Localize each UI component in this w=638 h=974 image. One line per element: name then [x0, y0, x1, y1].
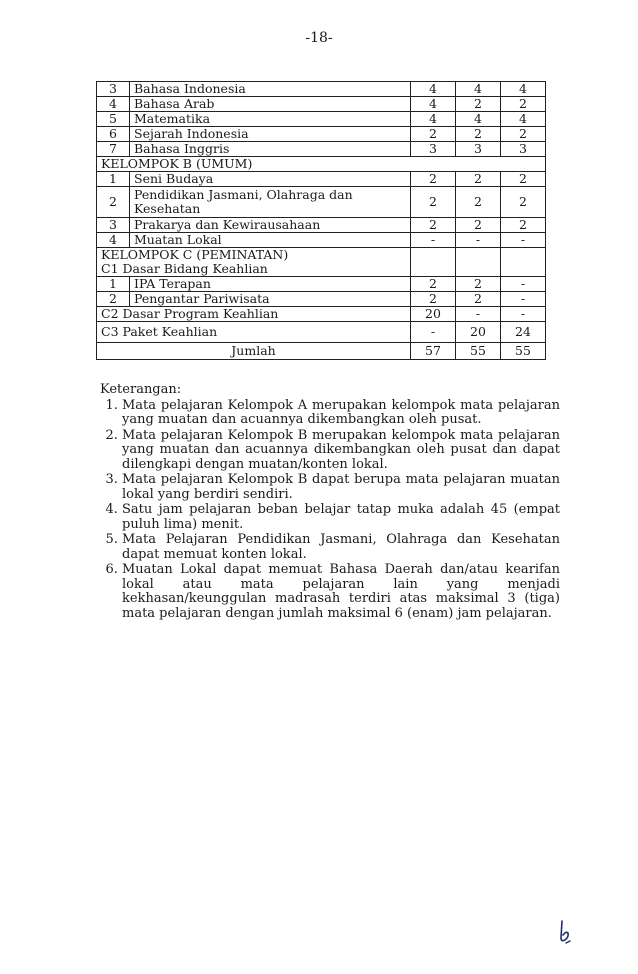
subject-name: Bahasa Arab: [130, 97, 411, 112]
c1-label: C1 Dasar Bidang Keahlian: [101, 261, 268, 276]
total-col-1: 57: [411, 343, 456, 360]
hours-col-1: 4: [411, 97, 456, 112]
table-row: [97, 233, 546, 248]
hours-col-1: 2: [411, 218, 456, 233]
row-number: 1: [97, 172, 130, 187]
hours-col-3: 3: [501, 142, 546, 157]
hours-col-1: 20: [411, 307, 456, 322]
group-b-label: KELOMPOK B (UMUM): [97, 157, 546, 172]
row-number: 6: [97, 127, 130, 142]
subject-name: Pendidikan Jasmani, Olahraga dan Kesehatan: [130, 187, 411, 218]
table-row: [97, 292, 546, 307]
hours-col-2: 2: [456, 127, 501, 142]
total-label: Jumlah: [97, 343, 411, 360]
hours-col-2: 4: [456, 112, 501, 127]
row-number: 2: [97, 187, 130, 218]
hours-col-1: 2: [411, 187, 456, 218]
row-number: 2: [97, 292, 130, 307]
notes-list: [100, 399, 560, 622]
table-row: [97, 322, 546, 343]
group-c-label: KELOMPOK C (PEMINATAN): [101, 247, 289, 262]
hours-col-1: 2: [411, 277, 456, 292]
hours-col-2: -: [456, 233, 501, 248]
hours-col-3: 4: [501, 82, 546, 97]
hours-col-2: 4: [456, 82, 501, 97]
empty-cell: [456, 248, 501, 277]
c2-label: C2 Dasar Program Keahlian: [97, 307, 411, 322]
subject-name: Pengantar Pariwisata: [130, 292, 411, 307]
empty-cell: [411, 248, 456, 277]
hours-col-3: 2: [501, 187, 546, 218]
list-item: 5. Mata Pelajaran Pendidikan Jasmani, Olahraga dan Kesehatan dapat memuat konten lokal.: [122, 533, 560, 562]
table-row: [97, 142, 546, 157]
table-row: [97, 277, 546, 292]
hours-col-3: 2: [501, 97, 546, 112]
hours-col-3: 2: [501, 172, 546, 187]
list-item: 6. Muatan Lokal dapat memuat Bahasa Daerah dan/atau kearifan lokal atau mata pelajaran lain yang menjadi kekhasan/keunggulan madrasah terdiri atas maksimal 3 (tiga) mata pelajaran dengan jumlah maksimal 6 (enam) jam pelajaran.: [122, 563, 560, 621]
subject-name: Bahasa Inggris: [130, 142, 411, 157]
subject-name: Muatan Lokal: [130, 233, 411, 248]
subject-name: IPA Terapan: [130, 277, 411, 292]
table-row: [97, 97, 546, 112]
total-col-3: 55: [501, 343, 546, 360]
hours-col-1: 4: [411, 112, 456, 127]
hours-col-1: -: [411, 322, 456, 343]
row-number: 5: [97, 112, 130, 127]
hours-col-3: 24: [501, 322, 546, 343]
table-row: [97, 307, 546, 322]
hours-col-3: 2: [501, 218, 546, 233]
row-number: 4: [97, 233, 130, 248]
hours-col-1: 2: [411, 292, 456, 307]
group-header-row: [97, 157, 546, 172]
hours-col-3: -: [501, 307, 546, 322]
hours-col-3: 2: [501, 127, 546, 142]
hours-col-3: -: [501, 292, 546, 307]
empty-cell: [501, 248, 546, 277]
hours-col-2: 2: [456, 218, 501, 233]
total-col-2: 55: [456, 343, 501, 360]
notes-section: [100, 383, 560, 622]
group-header-row: [97, 248, 546, 277]
table-row: [97, 112, 546, 127]
hours-col-2: -: [456, 307, 501, 322]
handwritten-initial-icon: [556, 918, 576, 948]
row-number: 3: [97, 82, 130, 97]
page-number: -18-: [305, 30, 333, 46]
total-row: [97, 343, 546, 360]
table-row: [97, 187, 546, 218]
group-c-header: [97, 248, 411, 277]
row-number: 7: [97, 142, 130, 157]
hours-col-1: -: [411, 233, 456, 248]
subject-name: Seni Budaya: [130, 172, 411, 187]
row-number: 3: [97, 218, 130, 233]
hours-col-2: 2: [456, 187, 501, 218]
list-item: 3. Mata pelajaran Kelompok B dapat berupa mata pelajaran muatan lokal yang berdiri sendiri.: [122, 473, 560, 502]
table-row: [97, 172, 546, 187]
subject-name: Matematika: [130, 112, 411, 127]
hours-col-2: 20: [456, 322, 501, 343]
list-item: 4. Satu jam pelajaran beban belajar tatap muka adalah 45 (empat puluh lima) menit.: [122, 503, 560, 532]
hours-col-3: -: [501, 277, 546, 292]
table-row: [97, 218, 546, 233]
hours-col-3: 4: [501, 112, 546, 127]
hours-col-2: 2: [456, 172, 501, 187]
hours-col-2: 2: [456, 277, 501, 292]
curriculum-table: [96, 81, 546, 360]
row-number: 1: [97, 277, 130, 292]
hours-col-2: 3: [456, 142, 501, 157]
subject-name: Prakarya dan Kewirausahaan: [130, 218, 411, 233]
hours-col-2: 2: [456, 292, 501, 307]
notes-title: Keterangan:: [100, 382, 182, 397]
hours-col-2: 2: [456, 97, 501, 112]
table-row: [97, 82, 546, 97]
hours-col-1: 3: [411, 142, 456, 157]
list-item: 1. Mata pelajaran Kelompok A merupakan kelompok mata pelajaran yang muatan dan acuannya dikembangkan oleh pusat.: [122, 399, 560, 428]
hours-col-1: 2: [411, 172, 456, 187]
hours-col-1: 4: [411, 82, 456, 97]
subject-name: Sejarah Indonesia: [130, 127, 411, 142]
list-item: 2. Mata pelajaran Kelompok B merupakan kelompok mata pelajaran yang muatan dan acuannya dikembangkan oleh pusat dan dapat dilengkapi dengan muatan/konten lokal.: [122, 429, 560, 473]
hours-col-1: 2: [411, 127, 456, 142]
c3-label: C3 Paket Keahlian: [97, 322, 411, 343]
row-number: 4: [97, 97, 130, 112]
hours-col-3: -: [501, 233, 546, 248]
table-row: [97, 127, 546, 142]
subject-name: Bahasa Indonesia: [130, 82, 411, 97]
